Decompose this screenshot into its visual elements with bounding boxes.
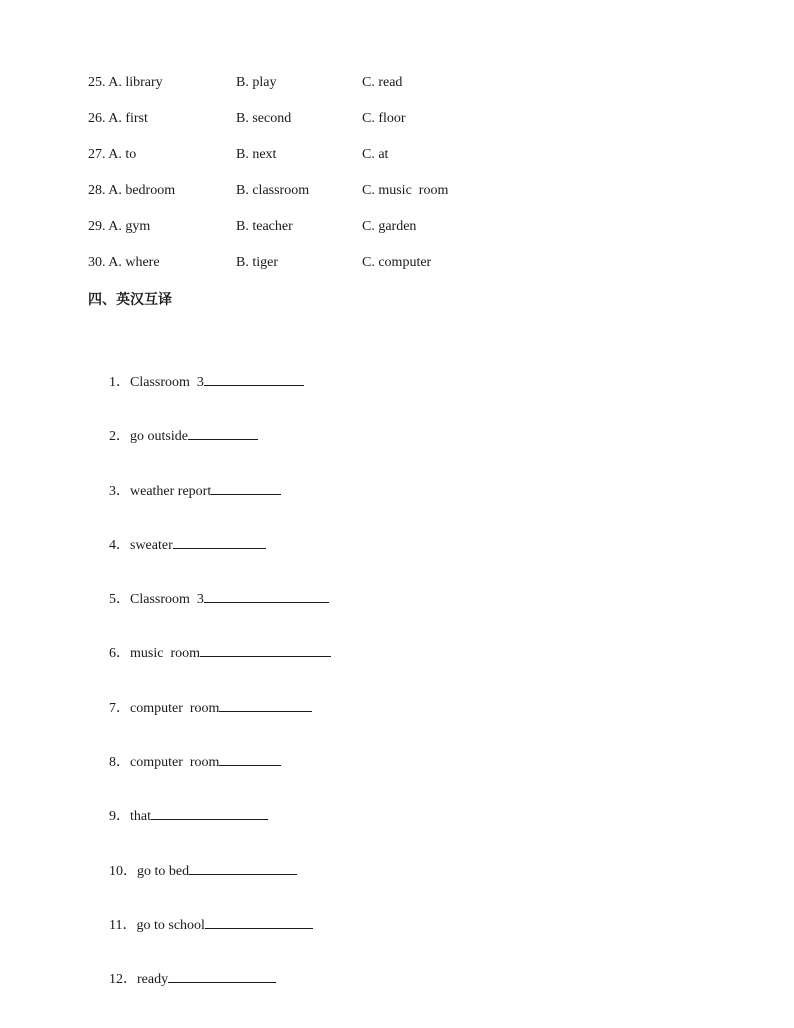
option-b: B. tiger [236, 255, 278, 270]
answer-blank[interactable] [200, 640, 331, 657]
option-a: 29. A. gym [88, 219, 151, 234]
translation-item [88, 727, 688, 781]
choice-row [88, 109, 608, 145]
option-a: 26. A. first [88, 111, 148, 126]
translation-item [88, 836, 688, 890]
answer-blank[interactable] [168, 966, 276, 983]
option-c: C. computer [362, 255, 432, 270]
translation-item [88, 347, 688, 401]
answer-blank[interactable] [188, 423, 258, 440]
answer-blank[interactable] [219, 749, 281, 766]
option-b: B. classroom [236, 183, 310, 198]
translation-item [88, 890, 688, 944]
option-c: C. at [362, 147, 389, 162]
item-text: 3．weather report [109, 483, 212, 499]
answer-blank[interactable] [151, 803, 268, 820]
item-text: 2．go outside [109, 429, 188, 445]
answer-blank[interactable] [189, 858, 297, 875]
option-c: C. garden [362, 219, 417, 234]
section-title: 四、英汉互译 [88, 292, 172, 308]
choice-row [88, 145, 608, 181]
translation-item [88, 456, 688, 510]
option-b: B. second [236, 111, 292, 126]
answer-blank[interactable] [205, 912, 313, 929]
choice-row [88, 253, 608, 289]
choice-row [88, 181, 608, 217]
option-a: 28. A. bedroom [88, 183, 176, 198]
option-a: 25. A. library [88, 75, 163, 90]
option-b: B. play [236, 75, 277, 90]
choice-row [88, 73, 608, 109]
item-text: 9．that [109, 809, 151, 825]
option-b: B. teacher [236, 219, 293, 234]
translation-item [88, 618, 688, 672]
translation-item [88, 944, 688, 998]
translation-item [88, 510, 688, 564]
option-c: C. music room [362, 183, 449, 198]
item-text: 12．ready [109, 972, 169, 988]
translation-item [88, 564, 688, 618]
item-text: 5．Classroom 3 [109, 592, 204, 608]
translation-item [88, 401, 688, 455]
option-c: C. floor [362, 111, 406, 126]
answer-blank[interactable] [204, 586, 329, 603]
answer-blank[interactable] [173, 532, 266, 549]
option-c: C. read [362, 75, 403, 90]
option-a: 27. A. to [88, 147, 137, 162]
item-text: 4．sweater [109, 537, 173, 553]
answer-blank[interactable] [204, 369, 304, 386]
translation-item [88, 673, 688, 727]
choice-questions [88, 73, 608, 289]
answer-blank[interactable] [219, 695, 312, 712]
translation-list [88, 347, 688, 999]
translation-item [88, 781, 688, 835]
option-a: 30. A. where [88, 255, 160, 270]
item-text: 11．go to school [109, 917, 205, 933]
item-text: 8．computer room [109, 755, 220, 771]
answer-blank[interactable] [211, 478, 281, 495]
option-b: B. next [236, 147, 277, 162]
item-text: 1．Classroom 3 [109, 375, 204, 390]
choice-row [88, 217, 608, 253]
item-text: 10．go to bed [109, 863, 190, 879]
item-text: 7．computer room [109, 700, 220, 716]
item-text: 6．music room [109, 646, 200, 662]
